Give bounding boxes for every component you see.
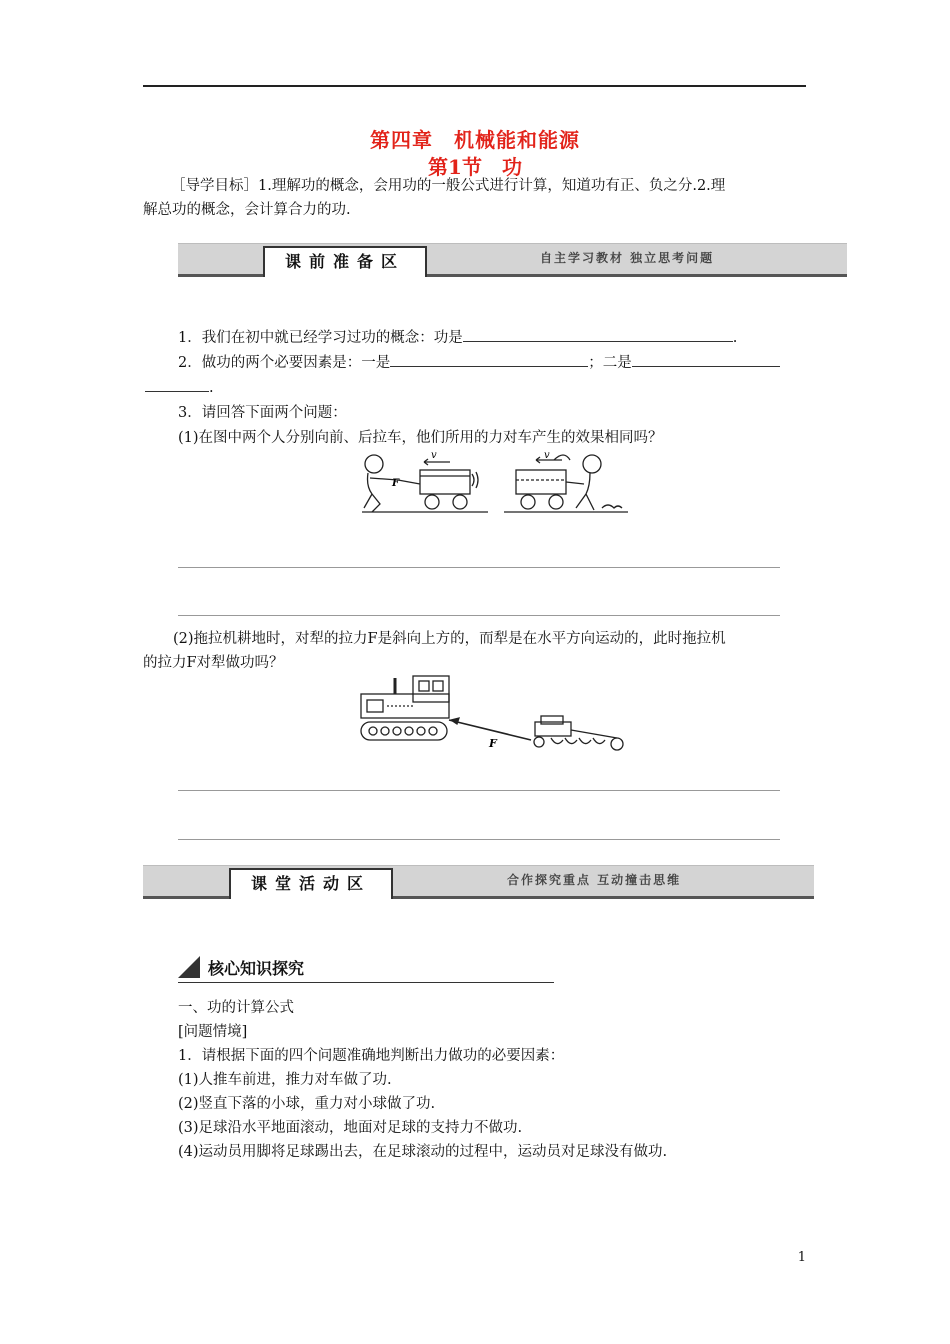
question-2-blank-2[interactable] [632, 351, 780, 367]
left-force-label: F [392, 478, 400, 489]
tractor-plough-figure [355, 672, 635, 764]
left-cart [420, 470, 470, 494]
objectives-line-2: 解总功的概念，会计算合力的功. [143, 202, 351, 218]
question-2-text: 2．做功的两个必要因素是：一是 [178, 355, 391, 371]
learning-objectives [143, 174, 807, 222]
tractor-force-label: F [489, 737, 497, 750]
header-rule [143, 85, 806, 87]
knowledge-item-1: 1．请根据下面的四个问题准确地判断出力做功的必要因素： [178, 1048, 565, 1064]
knowledge-case-3: (3)足球沿水平地面滚动，地面对足球的支持力不做功. [178, 1120, 523, 1136]
banner-preclass-tab: 课前准备区 [263, 246, 427, 277]
question-2 [178, 351, 818, 372]
right-cart [516, 470, 566, 494]
left-person-head [365, 455, 383, 473]
question-2-blank-1[interactable] [390, 351, 588, 367]
question-3-part-2 [143, 627, 807, 675]
answer-line[interactable] [178, 790, 780, 791]
question-2-mid: ；二是 [588, 355, 632, 371]
right-person-head [583, 455, 601, 473]
corner-triangle-icon [178, 956, 200, 978]
objectives-line-1: ［导学目标］1.理解功的概念，会用功的一般公式进行计算，知道功有正、负之分.2.理 [171, 178, 726, 194]
knowledge-case-4: (4)运动员用脚将足球踢出去，在足球滚动的过程中，运动员对足球没有做功. [178, 1144, 668, 1160]
question-2-continued [145, 376, 214, 396]
question-2-end: . [209, 380, 214, 396]
chapter-title: 第四章 机械能和能源 [370, 128, 580, 152]
question-2-blank-2-cont[interactable] [145, 376, 209, 392]
banner-preclass-subtitle: 自主学习教材 独立思考问题 [540, 251, 715, 265]
question-1-end: . [732, 330, 738, 346]
banner-inclass-tab: 课堂活动区 [229, 868, 393, 899]
knowledge-context: [问题情境] [178, 1024, 248, 1040]
answer-line[interactable] [178, 615, 780, 616]
question-3-part-2-line-1: (2)拖拉机耕地时，对犁的拉力F是斜向上方的，而犁是在水平方向运动的，此时拖拉机 [173, 631, 726, 647]
question-1-text: 1．我们在初中就已经学习过功的概念：功是 [178, 330, 463, 346]
question-1-blank[interactable] [463, 326, 733, 342]
knowledge-topic: 一、功的计算公式 [178, 1000, 294, 1016]
answer-line[interactable] [178, 567, 780, 568]
section-title: 第1节 功 [428, 155, 522, 179]
page-number: 1 [797, 1250, 806, 1265]
cart-pulling-figure [358, 446, 632, 518]
question-3-intro: 3．请回答下面两个问题： [178, 405, 347, 421]
tractor-track [361, 722, 447, 740]
answer-line[interactable] [178, 839, 780, 840]
knowledge-section-heading [178, 956, 554, 983]
banner-inclass-subtitle: 合作探究重点 互动撞击思维 [507, 873, 682, 887]
knowledge-case-1: (1)人推车前进，推力对车做了功. [178, 1072, 392, 1088]
knowledge-case-2: (2)竖直下落的小球，重力对小球做了功. [178, 1096, 436, 1112]
banner-preclass [178, 243, 847, 279]
question-3-part-2-line-2: 的拉力F对犁做功吗？ [143, 655, 284, 671]
left-velocity-label: v [431, 450, 437, 461]
right-velocity-label: v [544, 450, 550, 461]
knowledge-heading-text: 核心知识探究 [208, 959, 305, 978]
question-3-part-1: (1)在图中两个人分别向前、后拉车，他们所用的力对车产生的效果相同吗？ [178, 430, 663, 446]
banner-inclass [143, 865, 814, 901]
question-1 [178, 326, 818, 347]
knowledge-content [178, 996, 798, 1164]
